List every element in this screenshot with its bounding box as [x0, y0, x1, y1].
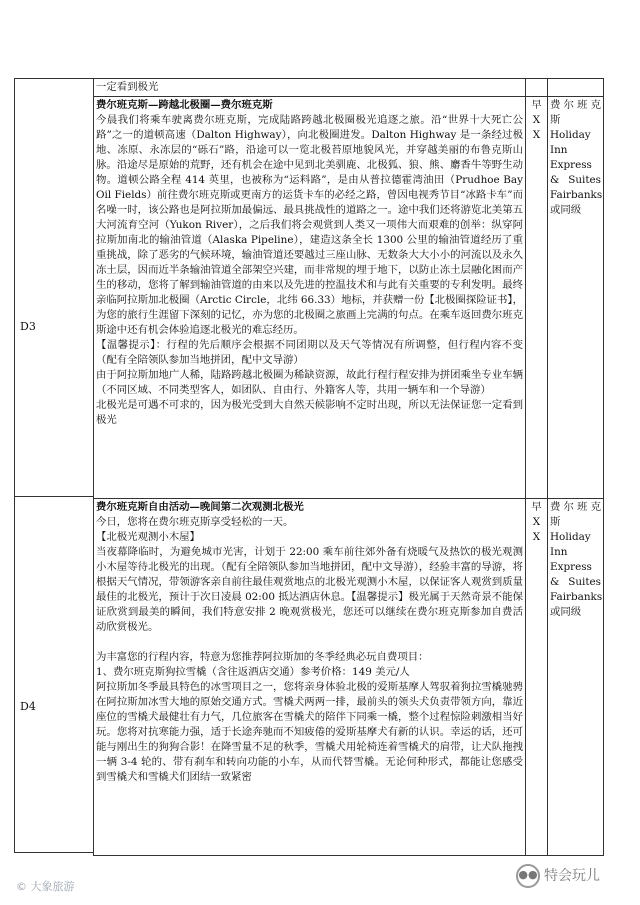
aurora-note: 北极光是可遇不可求的，因为极光受到大自然天候影响不定时出现，所以无法保证您一定看到极光	[96, 399, 523, 426]
watermark-right	[516, 864, 600, 888]
row-description	[94, 97, 526, 499]
meal-lunch: X	[532, 516, 541, 528]
section-heading: 【北极光观测小木屋】	[96, 531, 200, 543]
meal-dinner: X	[532, 129, 541, 141]
watermark-left: © 大象旅游	[16, 880, 75, 893]
day-description: 今晨我们将乘车驶离费尔班克斯，完成陆路跨越北极圈极光追逐之旅。沿“世界十大死亡公路”之一的道顿高速（Dalton Highway），向北极圈进发。Dalton Highway 是一条经过极地、冻原、永冻层的“砾石”路，沿途可以一览北极苔原地貌风光，并穿越美丽的布鲁克斯山脉。沿途尽是原始的荒野，还有机会在途中见到北美驯鹿、北极狐、狼、熊、麝香牛等野生动物。道顿公路全程 414 英里，也被称为“运料路”，是由从普拉德霍湾油田（Prudhoe Bay Oil Fields）前往费尔班克斯或更南方的运货卡车的必经之路，曾因电视秀节目“冰路卡车”而名噪一时，该公路也是阿拉斯加最偏远、最具挑战性的道路之一。途中我们还将游览北美第五大河流育空河（Yukon River），之后我们将会观赏到人类又一项伟大而艰难的创举：纵穿阿拉斯加南北的输油管道（Alaska Pipeline），建造这条全长 1300 公里的输油管道经历了重重挑战，除了恶劣的气候环境，输油管道还要越过三座山脉、无数条大大小小的河流以及永久冻土层，因而近半条输油管道全部架空兴建，而非常规的埋于地下，以防止冻土层融化困而产生的移动，您将了解到输油管道的由来以及先进的控温技术和与此有关重要的专利发明。最终亲临阿拉斯加北极圈（Arctic Circle，北纬 66.33）地标，并获赠一份【北极圈探险证书】，为您的旅行生涯留下深刻的记忆，亦为您的北极圈之旅画上完满的句点。在乘车返回费尔班克斯途中还有机会体验追逐北极光的难忘经历。	[96, 114, 523, 336]
meal-cell	[526, 97, 548, 499]
meal-breakfast: 早	[531, 99, 542, 111]
optional-item-1-text: 阿拉斯加冬季最具特色的冰雪项目之一，您将亲身体验北极的爱斯基摩人驾驭着狗拉雪橇驰骋在阿拉斯加冰雪大地的原始交通方式。雪橇犬两两一排，最前头的领头犬负责带领方向，靠近座位的雪橇犬最健壮有力气，几位旅客在雪橇犬的陪伴下同乘一橇，整个过程惊险刺激相当好玩。您将对抗寒能力强，适于长途奔驰而不知疲倦的爱斯基摩犬有新的认识。幸运的话，还可能与刚出生的狗狗合影！在降雪量不足的秋季，雪橇犬用轮椅连着雪橇犬的肩带，让犬队拖拽一辆 3-4 轮的、带有刹车和转向功能的小车，从而代替雪橇。无论何种形式，都能让您感受到雪橇犬和雪橇犬们团结一致紧密	[96, 681, 523, 783]
row-description	[94, 79, 526, 97]
day-column-frame	[14, 78, 93, 853]
optional-item-1: 1、费尔班克斯狗拉雪橇（含往返酒店交通）参考价格：149 美元/人	[96, 666, 410, 678]
chat-bubble-icon: ●●	[516, 864, 540, 888]
itinerary-table	[93, 78, 604, 856]
meal-cell	[526, 499, 548, 856]
meal-cell	[526, 79, 548, 97]
meal-dinner: X	[532, 531, 541, 543]
optional-intro: 为丰富您的行程内容，特意为您推荐阿拉斯加的冬季经典必玩自费项目：	[96, 651, 429, 663]
hotel-cell	[548, 79, 604, 97]
day-description: 当夜幕降临时，为避免城市光害，计划于 22:00 乘车前往郊外备有烧暖气及热饮的极光观测小木屋等待北极光的出现。（配有全陪领队参加当地拼团，配中文导游），经验丰富的导游，将根据天气情况，带领游客亲自前往最佳观赏地点的北极光观测小木屋，以保证客人观赏到质量最佳的北极光，预计于次日凌晨 02:00 抵达酒店休息。【温馨提示】极光属于天然奇景不能保证欣赏到最美的瞬间，我们特意安排 2 晚观赏极光，您还可以继续在费尔班克斯参加自费活动欣赏极光。	[96, 546, 523, 633]
hotel-cell: 费尔班克斯 Holiday Inn Express & Suites Fairbanks 或同级	[548, 97, 604, 499]
blank-line	[96, 635, 523, 650]
meal-breakfast: 早	[531, 501, 542, 513]
tour-note: 由于阿拉斯加地广人稀，陆路跨越北极圈为稀缺资源，故此行程行程安排为拼团乘坐专业车辆（不同区域、不同类型客人，如团队、自由行、外籍客人等，共用一辆车和一个导游）	[96, 369, 523, 396]
row-description	[94, 499, 526, 856]
table-row	[94, 499, 604, 856]
day-label-d4: D4	[20, 700, 36, 713]
day-title: 费尔班克斯自由活动—晚间第二次观测北极光	[96, 501, 304, 513]
day-title: 费尔班克斯—跨越北极圈—费尔班克斯	[96, 99, 273, 111]
day-divider	[14, 496, 93, 497]
day-label-d3: D3	[20, 320, 36, 333]
continuation-text: 一定看到极光	[96, 81, 159, 93]
meal-lunch: X	[532, 114, 541, 126]
table-row	[94, 79, 604, 97]
watermark-right-text: 特会玩儿	[544, 868, 600, 884]
warm-tip: 【温馨提示】：行程的先后顺序会根据不同团期以及天气等情况有所调整，但行程内容不变（配有全陪领队参加当地拼团，配中文导游）	[96, 339, 523, 366]
hotel-cell: 费尔班克斯 Holiday Inn Express & Suites Fairbanks 或同级	[548, 499, 604, 856]
table-row	[94, 97, 604, 499]
day-intro: 今日，您将在费尔班克斯享受轻松的一天。	[96, 516, 294, 528]
